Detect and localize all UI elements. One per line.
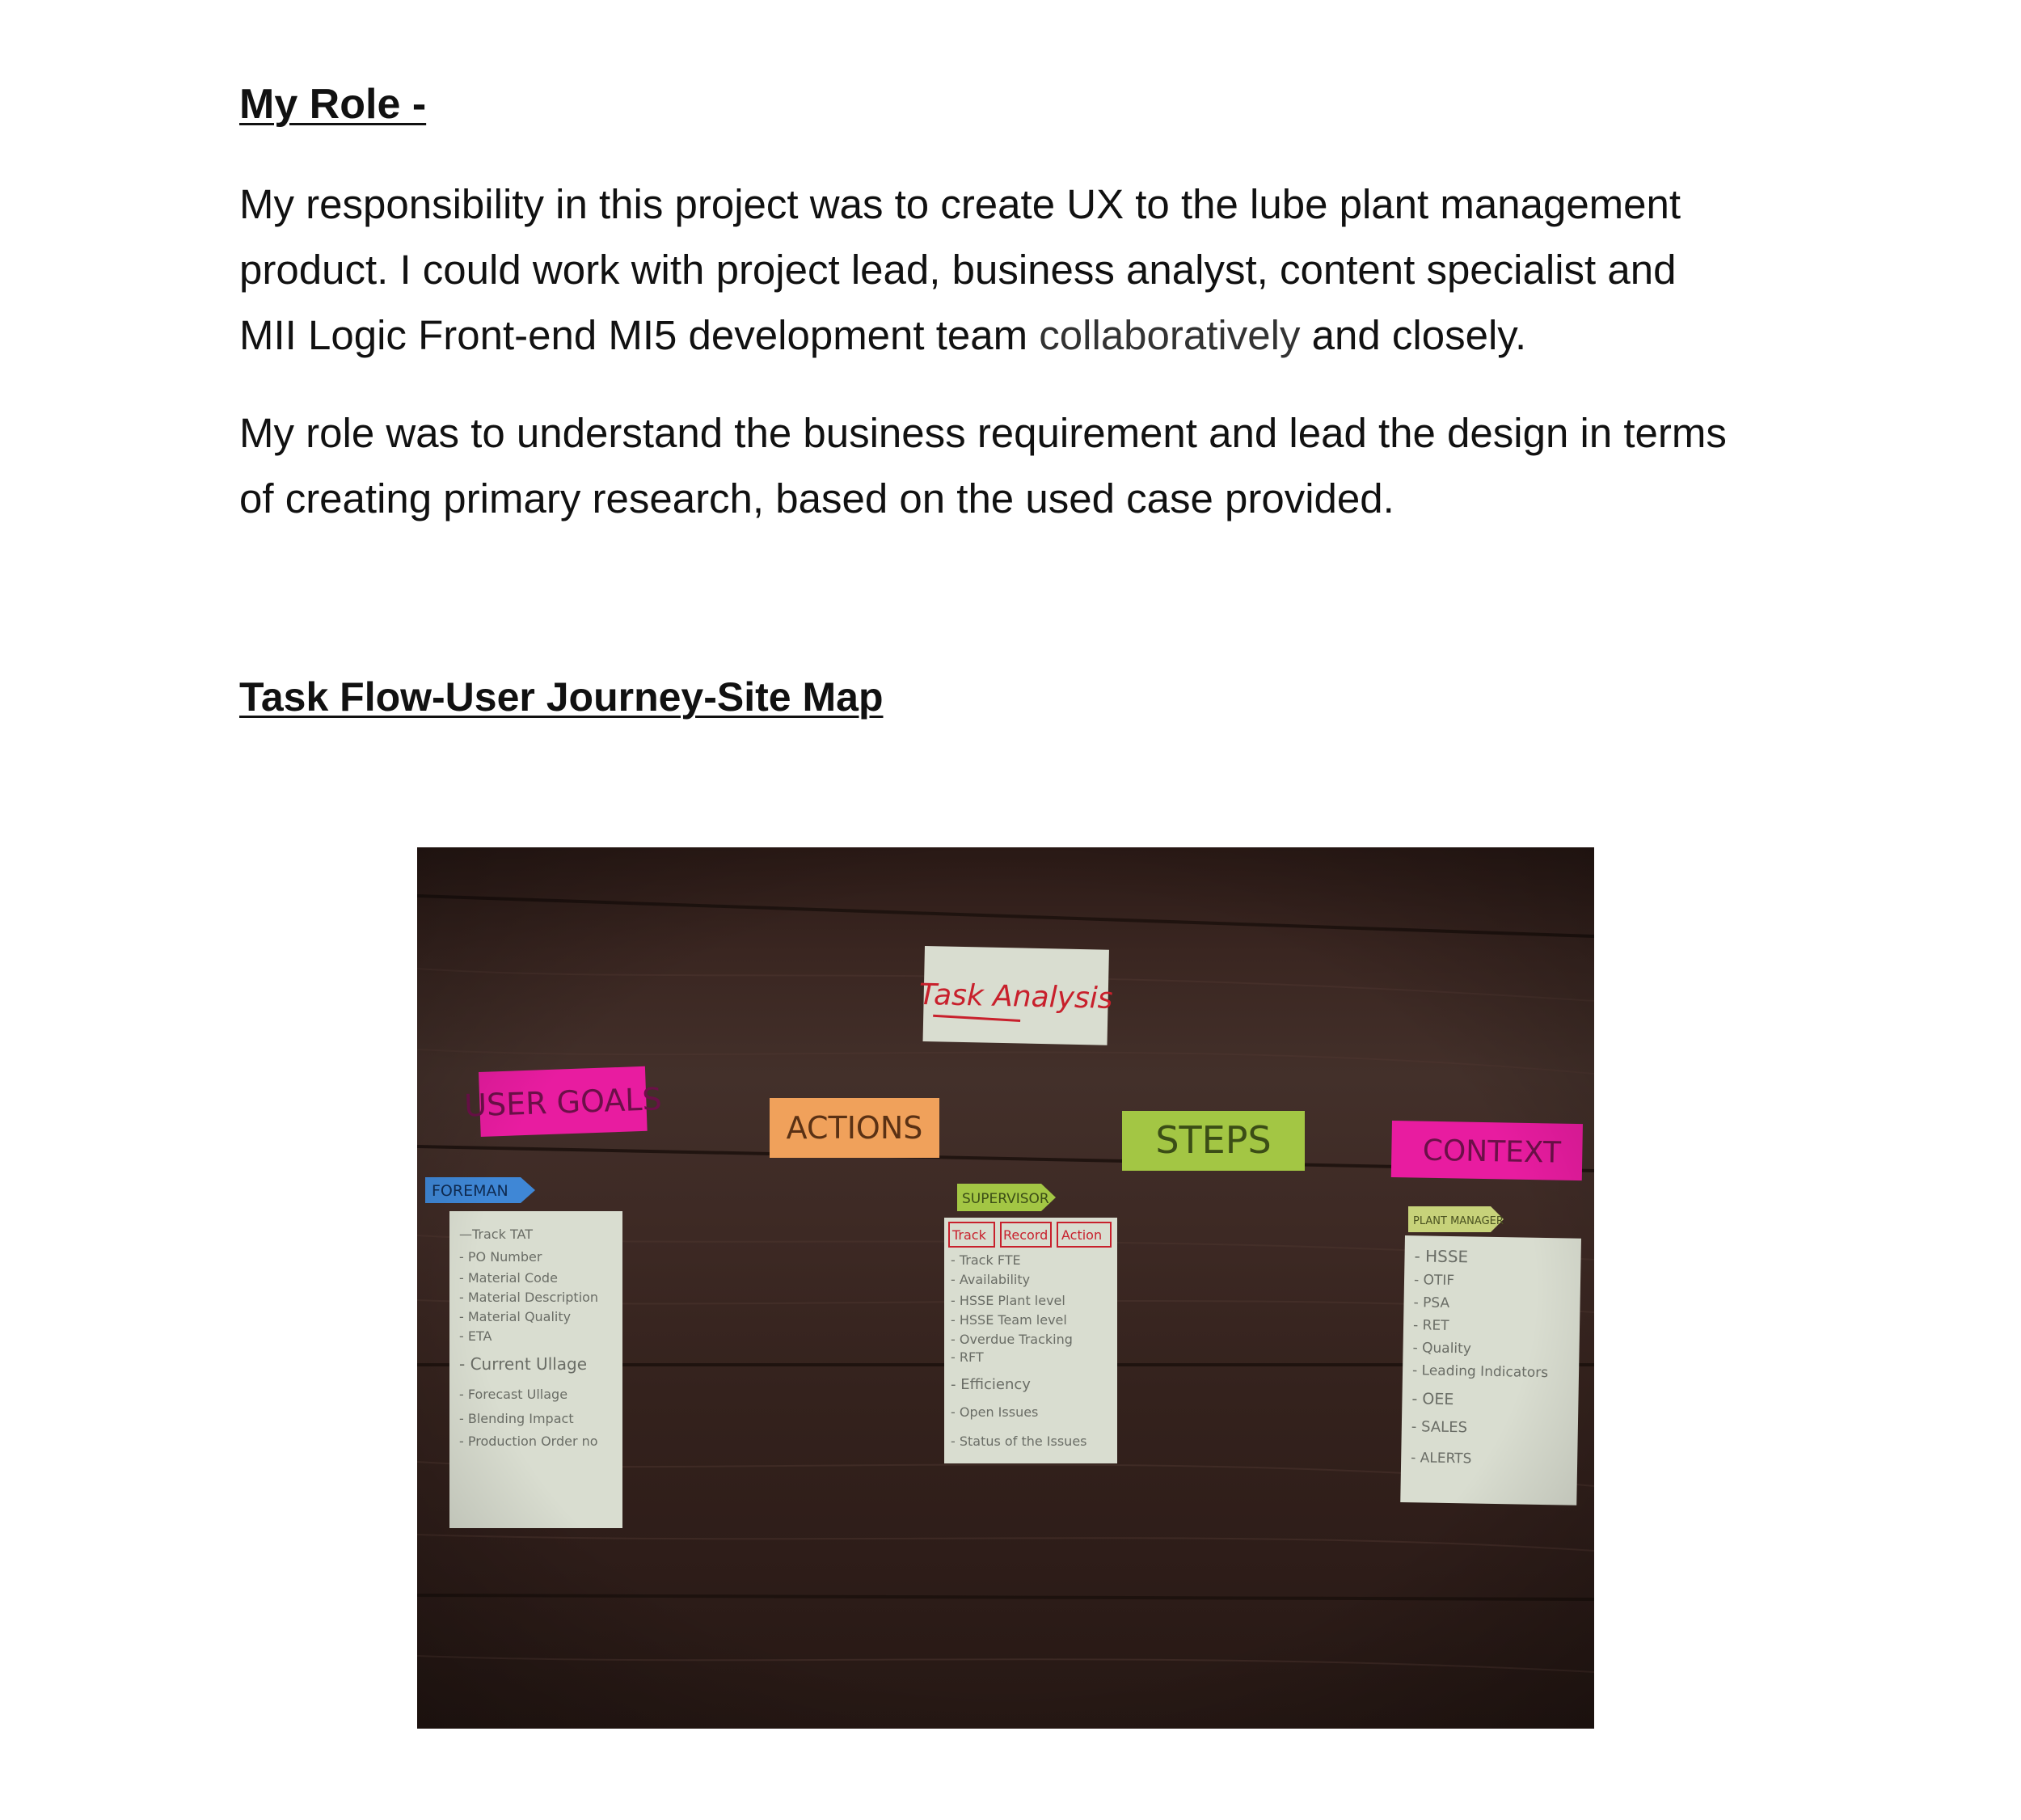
sticky-note-wall — [417, 847, 1594, 1729]
responsibility-line-1: My responsibility in this project was to create UX to the lube plant management — [239, 181, 1681, 227]
responsibility-line-3 — [239, 302, 1681, 368]
responsibility-line-3-start: MII Logic Front-end MI5 development team — [239, 312, 1040, 358]
responsibility-paragraph — [239, 171, 1681, 368]
responsibility-line-3-end: and closely. — [1300, 312, 1527, 358]
role-line-1: My role was to understand the business requirement and lead the design in terms — [239, 410, 1727, 456]
responsibility-line-2: product. I could work with project lead, business analyst, content specialist and — [239, 247, 1677, 293]
role-paragraph — [239, 400, 1727, 531]
collaboratively-word: collaboratively — [1039, 312, 1301, 358]
task-flow-heading: Task Flow-User Journey-Site Map — [239, 674, 884, 720]
photo-vignette — [417, 847, 1594, 1729]
my-role-heading: My Role - — [239, 81, 427, 128]
task-analysis-photo — [417, 847, 1594, 1729]
role-line-2: of creating primary research, based on the used case provided. — [239, 475, 1394, 522]
